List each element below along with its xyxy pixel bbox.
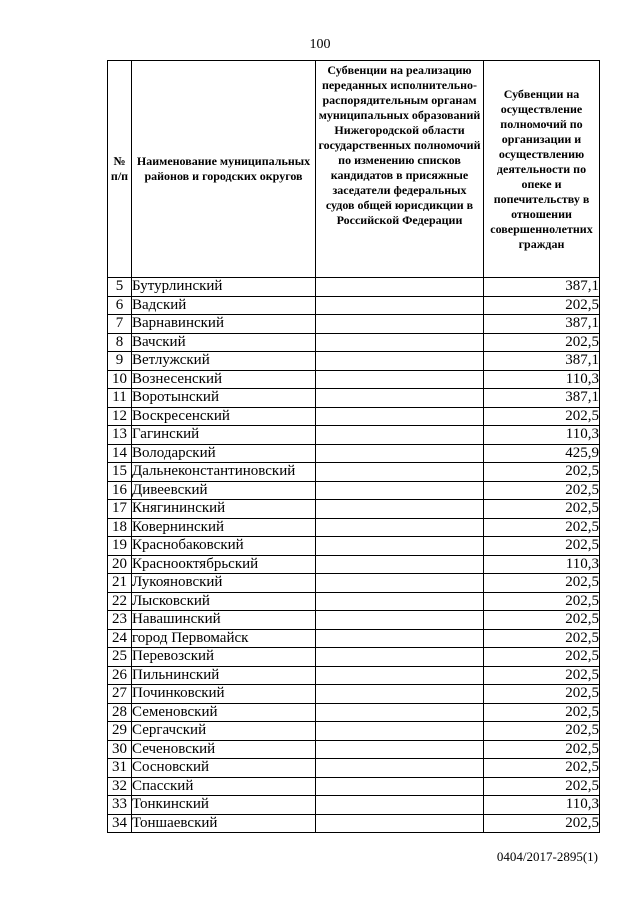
guardianship-subvention-cell: 202,5 xyxy=(484,481,600,500)
district-name-cell: Тоншаевский xyxy=(132,814,316,833)
guardianship-subvention-cell: 425,9 xyxy=(484,444,600,463)
header-name: Наименование муниципальных районов и городских округов xyxy=(132,61,316,278)
district-name-cell: Краснобаковский xyxy=(132,537,316,556)
district-name-cell: Сергачский xyxy=(132,722,316,741)
row-number-cell: 24 xyxy=(108,629,132,648)
table-row xyxy=(108,703,600,722)
guardianship-subvention-cell: 387,1 xyxy=(484,352,600,371)
table-row xyxy=(108,481,600,500)
guardianship-subvention-cell: 202,5 xyxy=(484,500,600,519)
table-row xyxy=(108,315,600,334)
guardianship-subvention-cell: 202,5 xyxy=(484,759,600,778)
jury-subvention-cell xyxy=(316,814,484,833)
district-name-cell: Гагинский xyxy=(132,426,316,445)
row-number-cell: 18 xyxy=(108,518,132,537)
district-name-cell: Краснооктябрьский xyxy=(132,555,316,574)
guardianship-subvention-cell: 110,3 xyxy=(484,426,600,445)
district-name-cell: Лысковский xyxy=(132,592,316,611)
district-name-cell: Вадский xyxy=(132,296,316,315)
row-number-cell: 8 xyxy=(108,333,132,352)
table-row xyxy=(108,407,600,426)
row-number-cell: 16 xyxy=(108,481,132,500)
table-row xyxy=(108,574,600,593)
jury-subvention-cell xyxy=(316,333,484,352)
guardianship-subvention-cell: 202,5 xyxy=(484,629,600,648)
guardianship-subvention-cell: 202,5 xyxy=(484,666,600,685)
header-num: № п/п xyxy=(108,61,132,278)
guardianship-subvention-cell: 202,5 xyxy=(484,333,600,352)
table-header-row xyxy=(108,61,600,278)
guardianship-subvention-cell: 387,1 xyxy=(484,315,600,334)
jury-subvention-cell xyxy=(316,759,484,778)
table-body xyxy=(108,278,600,833)
guardianship-subvention-cell: 202,5 xyxy=(484,537,600,556)
table-row xyxy=(108,555,600,574)
row-number-cell: 6 xyxy=(108,296,132,315)
row-number-cell: 13 xyxy=(108,426,132,445)
table-row xyxy=(108,537,600,556)
district-name-cell: Вачский xyxy=(132,333,316,352)
guardianship-subvention-cell: 202,5 xyxy=(484,296,600,315)
table-row xyxy=(108,352,600,371)
guardianship-subvention-cell: 387,1 xyxy=(484,278,600,297)
table-row xyxy=(108,463,600,482)
jury-subvention-cell xyxy=(316,518,484,537)
district-name-cell: Бутурлинский xyxy=(132,278,316,297)
jury-subvention-cell xyxy=(316,611,484,630)
row-number-cell: 22 xyxy=(108,592,132,611)
jury-subvention-cell xyxy=(316,389,484,408)
district-name-cell: Княгининский xyxy=(132,500,316,519)
district-name-cell: Навашинский xyxy=(132,611,316,630)
district-name-cell: Перевозский xyxy=(132,648,316,667)
guardianship-subvention-cell: 202,5 xyxy=(484,518,600,537)
guardianship-subvention-cell: 202,5 xyxy=(484,740,600,759)
jury-subvention-cell xyxy=(316,555,484,574)
row-number-cell: 32 xyxy=(108,777,132,796)
jury-subvention-cell xyxy=(316,537,484,556)
row-number-cell: 9 xyxy=(108,352,132,371)
jury-subvention-cell xyxy=(316,685,484,704)
row-number-cell: 25 xyxy=(108,648,132,667)
table-row xyxy=(108,518,600,537)
row-number-cell: 14 xyxy=(108,444,132,463)
row-number-cell: 11 xyxy=(108,389,132,408)
district-name-cell: Семеновский xyxy=(132,703,316,722)
guardianship-subvention-cell: 110,3 xyxy=(484,555,600,574)
guardianship-subvention-cell: 202,5 xyxy=(484,592,600,611)
district-name-cell: Володарский xyxy=(132,444,316,463)
row-number-cell: 20 xyxy=(108,555,132,574)
district-name-cell: Воскресенский xyxy=(132,407,316,426)
table-row xyxy=(108,500,600,519)
table-row xyxy=(108,740,600,759)
header-guardianship-subvention: Субвенции на осуществление полномочий по организации и осуществлению деятельности по опеке и попечительству в отношении совершеннолетних граждан xyxy=(484,61,600,278)
table-row xyxy=(108,629,600,648)
guardianship-subvention-cell: 202,5 xyxy=(484,685,600,704)
district-name-cell: Сосновский xyxy=(132,759,316,778)
table-row xyxy=(108,592,600,611)
row-number-cell: 26 xyxy=(108,666,132,685)
row-number-cell: 5 xyxy=(108,278,132,297)
row-number-cell: 30 xyxy=(108,740,132,759)
district-name-cell: Ветлужский xyxy=(132,352,316,371)
guardianship-subvention-cell: 202,5 xyxy=(484,611,600,630)
district-name-cell: Воротынский xyxy=(132,389,316,408)
district-name-cell: Ковернинский xyxy=(132,518,316,537)
document-code: 0404/2017-2895(1) xyxy=(496,849,598,864)
guardianship-subvention-cell: 202,5 xyxy=(484,777,600,796)
row-number-cell: 27 xyxy=(108,685,132,704)
jury-subvention-cell xyxy=(316,666,484,685)
guardianship-subvention-cell: 110,3 xyxy=(484,370,600,389)
district-name-cell: Пильнинский xyxy=(132,666,316,685)
table-row xyxy=(108,426,600,445)
district-name-cell: Сеченовский xyxy=(132,740,316,759)
jury-subvention-cell xyxy=(316,574,484,593)
guardianship-subvention-cell: 387,1 xyxy=(484,389,600,408)
district-name-cell: город Первомайск xyxy=(132,629,316,648)
table-row xyxy=(108,389,600,408)
table-row xyxy=(108,796,600,815)
table-row xyxy=(108,685,600,704)
table-row xyxy=(108,722,600,741)
jury-subvention-cell xyxy=(316,629,484,648)
district-name-cell: Дивеевский xyxy=(132,481,316,500)
row-number-cell: 7 xyxy=(108,315,132,334)
district-name-cell: Дальнеконстантиновский xyxy=(132,463,316,482)
header-jury-subvention: Субвенции на реализацию переданных исполнительно-распорядительным органам муниципальных образований Нижегородской области государственных полномочий по изменению списков кандидатов в присяжные заседатели федеральных судов общей юрисдикции в Российской Федерации xyxy=(316,61,484,278)
guardianship-subvention-cell: 202,5 xyxy=(484,703,600,722)
table-row xyxy=(108,611,600,630)
district-name-cell: Тонкинский xyxy=(132,796,316,815)
jury-subvention-cell xyxy=(316,463,484,482)
guardianship-subvention-cell: 202,5 xyxy=(484,722,600,741)
row-number-cell: 33 xyxy=(108,796,132,815)
guardianship-subvention-cell: 202,5 xyxy=(484,814,600,833)
table-row xyxy=(108,444,600,463)
row-number-cell: 34 xyxy=(108,814,132,833)
jury-subvention-cell xyxy=(316,426,484,445)
table-row xyxy=(108,759,600,778)
row-number-cell: 29 xyxy=(108,722,132,741)
row-number-cell: 15 xyxy=(108,463,132,482)
table-row xyxy=(108,777,600,796)
page-number: 100 xyxy=(309,37,331,52)
table-row xyxy=(108,333,600,352)
guardianship-subvention-cell: 202,5 xyxy=(484,574,600,593)
guardianship-subvention-cell: 202,5 xyxy=(484,648,600,667)
jury-subvention-cell xyxy=(316,352,484,371)
row-number-cell: 21 xyxy=(108,574,132,593)
jury-subvention-cell xyxy=(316,648,484,667)
row-number-cell: 17 xyxy=(108,500,132,519)
table-row xyxy=(108,296,600,315)
jury-subvention-cell xyxy=(316,740,484,759)
jury-subvention-cell xyxy=(316,407,484,426)
jury-subvention-cell xyxy=(316,703,484,722)
district-name-cell: Вознесенский xyxy=(132,370,316,389)
district-name-cell: Спасский xyxy=(132,777,316,796)
jury-subvention-cell xyxy=(316,777,484,796)
row-number-cell: 31 xyxy=(108,759,132,778)
jury-subvention-cell xyxy=(316,796,484,815)
jury-subvention-cell xyxy=(316,592,484,611)
guardianship-subvention-cell: 110,3 xyxy=(484,796,600,815)
guardianship-subvention-cell: 202,5 xyxy=(484,407,600,426)
table-row xyxy=(108,814,600,833)
guardianship-subvention-cell: 202,5 xyxy=(484,463,600,482)
row-number-cell: 19 xyxy=(108,537,132,556)
subvention-table xyxy=(107,60,600,833)
jury-subvention-cell xyxy=(316,315,484,334)
jury-subvention-cell xyxy=(316,370,484,389)
district-name-cell: Лукояновский xyxy=(132,574,316,593)
row-number-cell: 12 xyxy=(108,407,132,426)
jury-subvention-cell xyxy=(316,500,484,519)
jury-subvention-cell xyxy=(316,296,484,315)
row-number-cell: 23 xyxy=(108,611,132,630)
jury-subvention-cell xyxy=(316,444,484,463)
jury-subvention-cell xyxy=(316,278,484,297)
table-row xyxy=(108,648,600,667)
row-number-cell: 28 xyxy=(108,703,132,722)
district-name-cell: Варнавинский xyxy=(132,315,316,334)
table-row xyxy=(108,370,600,389)
table-row xyxy=(108,278,600,297)
table-row xyxy=(108,666,600,685)
row-number-cell: 10 xyxy=(108,370,132,389)
jury-subvention-cell xyxy=(316,722,484,741)
district-name-cell: Починковский xyxy=(132,685,316,704)
jury-subvention-cell xyxy=(316,481,484,500)
